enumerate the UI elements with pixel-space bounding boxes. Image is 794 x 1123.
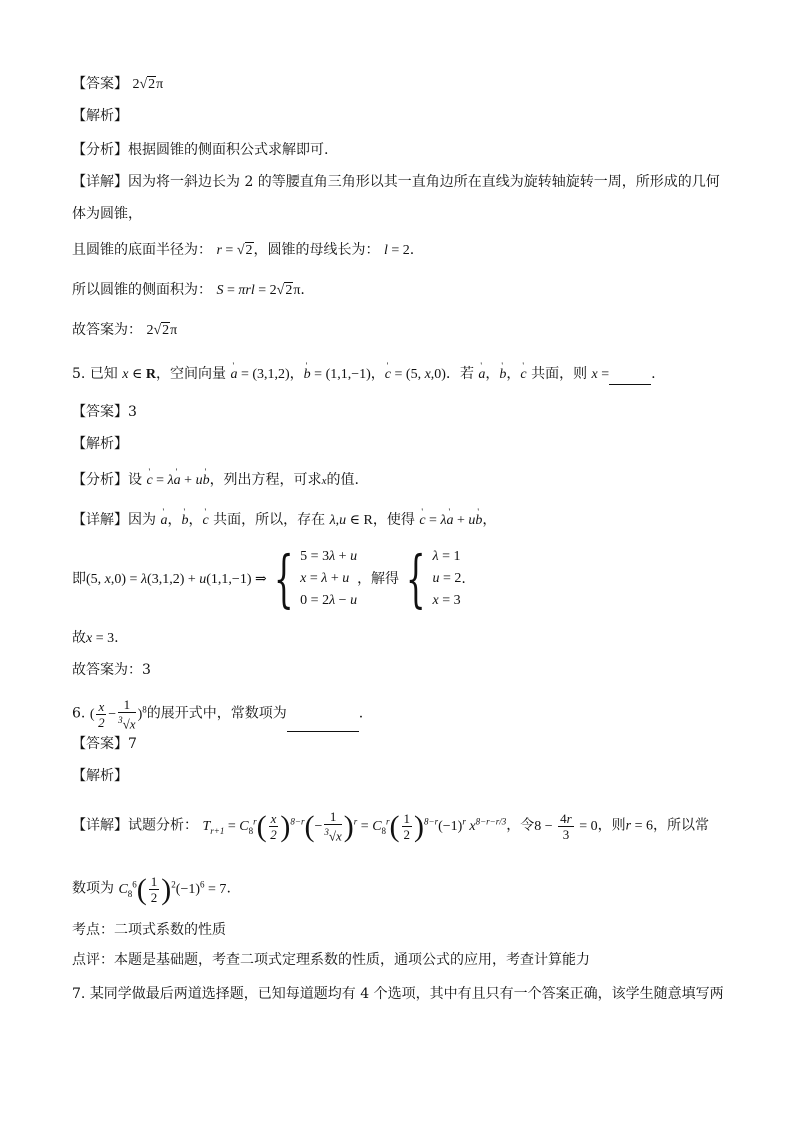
q4-fenxi-line <box>72 140 328 160</box>
q5-fenxi-line <box>72 470 359 491</box>
q5-fenxi-x: x <box>321 475 327 487</box>
q5-fenxi-formula: ' c = λ' a + u' b <box>146 473 209 488</box>
q6-answer: 7 <box>128 736 137 752</box>
q6-general-term: $T_{r+1} = C_8^r$( $\frac{x}{2}$ )$^{8-r}$(− $\frac{1}{^3√x}$ )$^r = C_8^r$( $\frac{1}{2}$ )$^{8-r}(-1)^r$ $x^{8-r-r/3}$ <box>202 809 507 844</box>
q6-condition: 8 − $\frac{4r}{3}$ = 0 <box>534 810 598 842</box>
q5-detail-c: ，使得 <box>372 512 415 528</box>
q6-detail-b: ，令 <box>506 817 535 834</box>
q5-jie-b: ，解得 <box>357 571 400 587</box>
q5-eq-main: (5, x,0) = λ(3,1,2) + u(1,1,−1) ⇒ <box>86 572 267 587</box>
fenxi-tag: 【分析】 <box>72 472 128 488</box>
xiangjie-tag: 【详解】 <box>72 817 128 834</box>
q5-number: 5. <box>72 366 86 382</box>
q6-expr: ( $\frac{x}{2}$ − $\frac{1}{^3√x}$ )$^8$ <box>89 697 147 732</box>
q5-brace-2: { <box>405 542 426 615</box>
q6-answer-line <box>72 734 137 754</box>
q6-analysis-tag <box>72 766 128 786</box>
q5-jie-a: 即 <box>72 571 86 587</box>
q6-blank <box>287 697 359 732</box>
q5-detail-formula: ' c = λ' a + u' b <box>419 513 482 528</box>
q4-analysis-tag <box>72 106 128 126</box>
q4-final-value: 2√2π <box>146 323 178 338</box>
q5-answer-line <box>72 402 137 422</box>
q5-stem-line: 5. 已知 x ∈ R，空间向量 ' a = (3,1,2)，' b = (1,1,−1)，' c = (5, x,0)．若 ' a，' b，' c 共面，则 x = . <box>72 364 656 385</box>
q4-slant-formula: l = 2 <box>383 243 410 258</box>
q5-gu-line: 故x = 3. <box>72 630 119 646</box>
q5-abc: ' a，' b，' c <box>478 367 526 382</box>
q7-stem: 某同学做最后两道选择题，已知每道题均有 4 个选项，其中有且只有一个答案正确，该学生随意填写两 <box>89 986 724 1002</box>
q5-x-blank: x = <box>591 367 610 382</box>
q5-stem-d: 共面，则 <box>531 366 588 382</box>
q6-number: 6. <box>72 705 86 722</box>
q5-stem-a: 已知 <box>89 366 118 382</box>
q5-system-2: λ = 1 u = 2 x = 3 <box>432 549 462 608</box>
q5-stem-c: ．若 <box>445 366 474 382</box>
q5-fenxi-c: 的值. <box>326 472 359 488</box>
q6-stem-line: 6. ( $\frac{x}{2}$ − $\frac{1}{^3√x}$ )$^8$的展开式中，常数项为 . <box>72 697 364 732</box>
q6-detail-d: ，所以常 <box>652 817 709 834</box>
q5-detail-abc: ' a，' b，' c <box>160 513 208 528</box>
q6-kaodian-line <box>72 920 226 940</box>
q5-exist: λ,u ∈ R <box>329 513 373 528</box>
q7-number: 7. <box>72 986 86 1002</box>
q5-detail-line: 【详解】因为 ' a，' b，' c 共面，所以，存在 λ,u ∈ R，使得 ' c = λ' a + u' b， <box>72 510 496 531</box>
q4-detail-4: 所以圆锥的侧面积为： <box>72 282 212 298</box>
q6-stem: 的展开式中，常数项为 <box>146 705 287 722</box>
q5-fenxi-b: ，列出方程，可求 <box>209 472 322 488</box>
analysis-tag: 【解析】 <box>72 768 128 784</box>
q5-system-1: 5 = 3λ + u x = λ + u 0 = 2λ − u <box>300 549 358 608</box>
q4-answer-line <box>72 74 163 95</box>
answer-tag: 【答案】 <box>72 404 128 420</box>
q5-analysis-tag <box>72 434 128 454</box>
q4-detail-1: 因为将一斜边长为 2 的等腰直角三角形以其一直角边所在直线为旋转轴旋转一周，所形成的几何 <box>128 174 720 190</box>
q5-detail-a: 因为 <box>128 512 156 528</box>
q6-dianping: 点评：本题是基础题，考查二项式定理系数的性质，通项公式的应用，考查计算能力 <box>72 952 590 968</box>
q5-system-line: 即(5, x,0) = λ(3,1,2) + u(1,1,−1) ⇒ { 5 = 3λ + u x = λ + u 0 = 2λ − u，解得 { λ = 1 u = 2 x = 3. <box>72 542 466 615</box>
q6-dianping-line <box>72 950 590 970</box>
q6-detail-line <box>72 800 709 851</box>
q6-kaodian: 考点：二项式系数的性质 <box>72 922 226 938</box>
q4-detail-2: 体为圆锥， <box>72 206 142 222</box>
q4-detail-line-4: 所以圆锥的侧面积为： S = πrl = 2√2π. <box>72 282 305 298</box>
q4-fenxi-text: 根据圆锥的侧面积公式求解即可. <box>128 142 329 158</box>
q6-result-line: 数项为 $C_8^6$( $\frac{1}{2}$ )$^2(-1)^6 = 7$. <box>72 872 231 906</box>
q5-final-line <box>72 660 151 680</box>
q5-vectors: ' a = (3,1,2)，' b = (1,1,−1)，' c = (5, x,0) <box>230 367 446 382</box>
q5-stem-b: ，空间向量 <box>155 366 226 382</box>
q4-answer: 2√2π <box>132 77 164 92</box>
fenxi-tag: 【分析】 <box>72 142 128 158</box>
q4-detail-line-2 <box>72 204 142 224</box>
q6-detail-c: ，则 <box>597 817 626 834</box>
q6-detail-a: 试题分析： <box>128 817 198 834</box>
q5-gu: 故 <box>72 630 86 646</box>
q6-detail-e: 数项为 <box>72 880 114 897</box>
q4-detail-3a: 且圆锥的底面半径为： <box>72 242 212 258</box>
q5-domain: x ∈ R <box>122 367 156 382</box>
xiangjie-tag: 【详解】 <box>72 512 128 528</box>
xiangjie-tag: 【详解】 <box>72 174 128 190</box>
q4-area-formula: S = πrl = 2√2π <box>216 283 301 298</box>
q5-detail-b: 共面，所以，存在 <box>213 512 326 528</box>
q4-detail-line-1 <box>72 172 720 192</box>
q5-fenxi-a: 设 <box>128 472 142 488</box>
q4-radius-formula: r = √2 <box>216 243 253 258</box>
answer-tag: 【答案】 <box>72 76 128 92</box>
q5-answer: 3 <box>128 404 137 420</box>
q6-result: $C_8^6$( $\frac{1}{2}$ )$^2(-1)^6 = 7$ <box>118 872 227 906</box>
q4-final-line <box>72 320 177 341</box>
q5-blank <box>609 364 651 385</box>
analysis-tag: 【解析】 <box>72 108 128 124</box>
q7-stem-line <box>72 984 724 1004</box>
q4-detail-3b: ，圆锥的母线长为： <box>253 242 380 258</box>
q5-gu-value: x = 3 <box>86 631 115 646</box>
answer-tag: 【答案】 <box>72 736 128 752</box>
q4-detail-line-3: 且圆锥的底面半径为： r = √2，圆锥的母线长为： l = 2. <box>72 242 415 258</box>
q6-r-value: r = 6 <box>625 818 653 834</box>
q5-brace-1: { <box>273 542 294 615</box>
analysis-tag: 【解析】 <box>72 436 128 452</box>
q4-final: 故答案为： <box>72 322 142 338</box>
q5-final: 故答案为：3 <box>72 662 151 678</box>
